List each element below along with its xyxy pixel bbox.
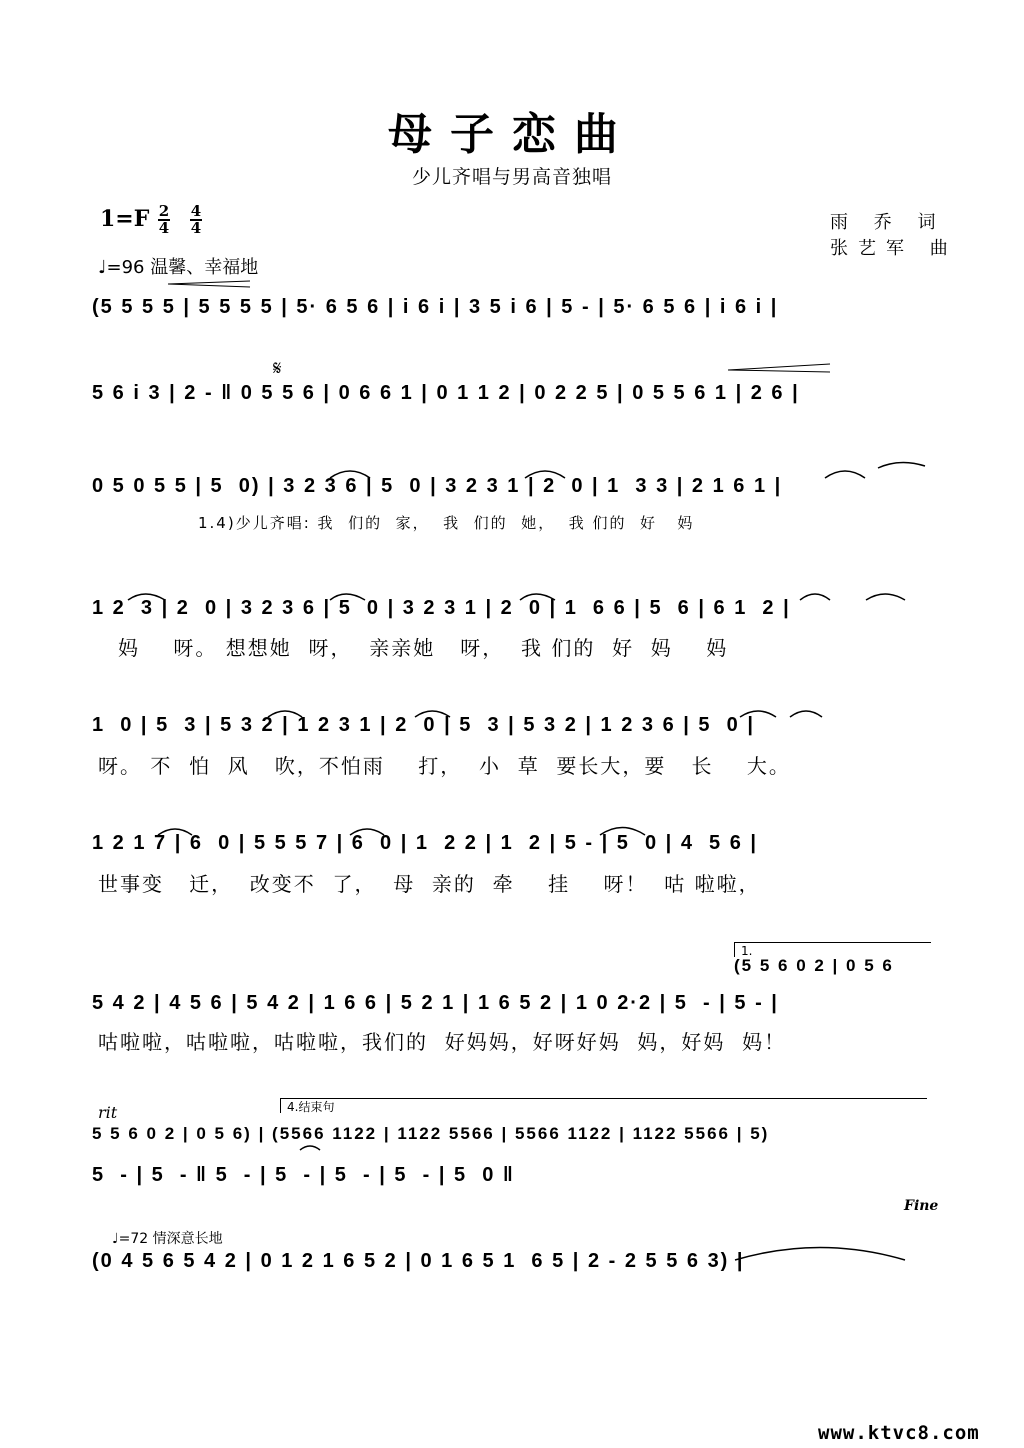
slur bbox=[350, 829, 384, 835]
slur bbox=[740, 711, 776, 717]
slur bbox=[825, 471, 865, 478]
lyric-line-2: 妈 呀。 想想她 呀， 亲亲她 呀， 我 们的 好 妈 妈 bbox=[118, 636, 729, 660]
slur bbox=[128, 594, 165, 600]
time-signature-2: 4 4 bbox=[190, 202, 202, 237]
score-row-3: 0 5 0 5 5 | 5 0) | 3 2 3 6 | 5 0 | 3 2 3 1 | 2 0 | 1 3 3 | 2 1 6 1 | bbox=[92, 475, 783, 497]
score-row-4: 1 2 3 | 2 0 | 3 2 3 6 | 5 0 | 3 2 3 1 | 2 0 | 1 6 6 | 5 6 | 6 1 2 | bbox=[92, 597, 791, 619]
slur bbox=[415, 711, 450, 717]
fine-marking: Fine bbox=[904, 1198, 939, 1214]
slur bbox=[600, 828, 645, 836]
slur bbox=[158, 829, 192, 835]
slur bbox=[300, 1146, 320, 1150]
score-row-5: 1 0 | 5 3 | 5 3 2 | 1 2 3 1 | 2 0 | 5 3 | 5 3 2 | 1 2 3 6 | 5 0 | bbox=[92, 714, 755, 736]
slur bbox=[520, 594, 555, 600]
slur bbox=[330, 594, 365, 600]
watermark: www.ktvc8.com bbox=[818, 1422, 980, 1444]
slur bbox=[866, 594, 905, 600]
lyric-line-4: 世事变 迁， 改变不 了， 母 亲的 牵 挂 呀！ 咕 啦啦， bbox=[98, 872, 761, 896]
segno-icon: 𝄋 bbox=[273, 356, 282, 380]
tempo-text: =96 温馨、幸福地 bbox=[106, 257, 259, 278]
subtitle: 少儿齐唱与男高音独唱 bbox=[411, 166, 612, 188]
key-signature: 1=F bbox=[100, 206, 150, 232]
score-row-8: 5 5 6 0 2 | 0 5 6) | (5566 1122 | 1122 5566 | 5566 1122 | 1122 5566 | 5) bbox=[92, 1124, 770, 1143]
slur bbox=[525, 471, 565, 478]
score-row-6: 1 2 1 7 | 6 0 | 5 5 5 7 | 6 0 | 1 2 2 | 1 2 | 5 - | 5 0 | 4 5 6 | bbox=[92, 832, 759, 854]
slur bbox=[735, 1248, 905, 1261]
volta-1-bracket: 1. bbox=[734, 942, 931, 957]
lyricist-credit: 雨 乔 词 bbox=[830, 212, 946, 233]
volta-1-notes: (5 5 6 0 2 | 0 5 6 bbox=[734, 956, 894, 975]
slur bbox=[878, 462, 925, 468]
lyric-line-1: 1.4)少儿齐唱: 我 们的 家， 我 们的 她， 我 们的 好 妈 bbox=[198, 514, 695, 532]
composer-credit: 张艺军 曲 bbox=[830, 238, 958, 259]
slur bbox=[330, 471, 370, 478]
time-signature-1: 2 4 bbox=[158, 202, 170, 237]
score-row-1: (5 5 5 5 | 5 5 5 5 | 5· 6 5 6 | i 6 i | 3 5 i 6 | 5 - | 5· 6 5 6 | i 6 i | bbox=[92, 296, 779, 318]
volta-4-bracket: 4.结束句 bbox=[280, 1098, 927, 1113]
slur-marks bbox=[128, 462, 925, 1260]
slur bbox=[800, 594, 830, 600]
tempo-text-2: =72 情深意长地 bbox=[118, 1231, 223, 1247]
page-title: 母子恋曲 bbox=[388, 109, 636, 160]
slur bbox=[268, 711, 302, 717]
score-row-10: (0 4 5 6 5 4 2 | 0 1 2 1 6 5 2 | 0 1 6 5 1 6 5 | 2 - 2 5 5 6 3) | bbox=[92, 1250, 745, 1272]
slur bbox=[790, 711, 822, 717]
quarter-note-icon: ♩ bbox=[98, 257, 107, 278]
score-row-9: 5 - | 5 - ‖ 5 - | 5 - | 5 - | 5 - | 5 0 ‖ bbox=[92, 1164, 515, 1186]
lyric-line-5: 咕啦啦，咕啦啦，咕啦啦，我们的 好妈妈，好呀好妈 妈，好妈 妈！ bbox=[98, 1030, 787, 1054]
lyric-line-3: 呀。 不 怕 风 吹，不怕雨 打， 小 草 要长大，要 长 大。 bbox=[98, 754, 791, 778]
ritardando-marking: rit bbox=[98, 1103, 118, 1122]
crescendo-marks bbox=[168, 281, 830, 372]
score-row-2: 5 6 i 3 | 2 - ‖ 0 5 5 6 | 0 6 6 1 | 0 1 1 2 | 0 2 2 5 | 0 5 5 6 1 | 2 6 | bbox=[92, 382, 800, 404]
quarter-note-icon: ♩ bbox=[112, 1231, 119, 1247]
score-row-7: 5 4 2 | 4 5 6 | 5 4 2 | 1 6 6 | 5 2 1 | 1 6 5 2 | 1 0 2·2 | 5 - | 5 - | bbox=[92, 992, 779, 1014]
